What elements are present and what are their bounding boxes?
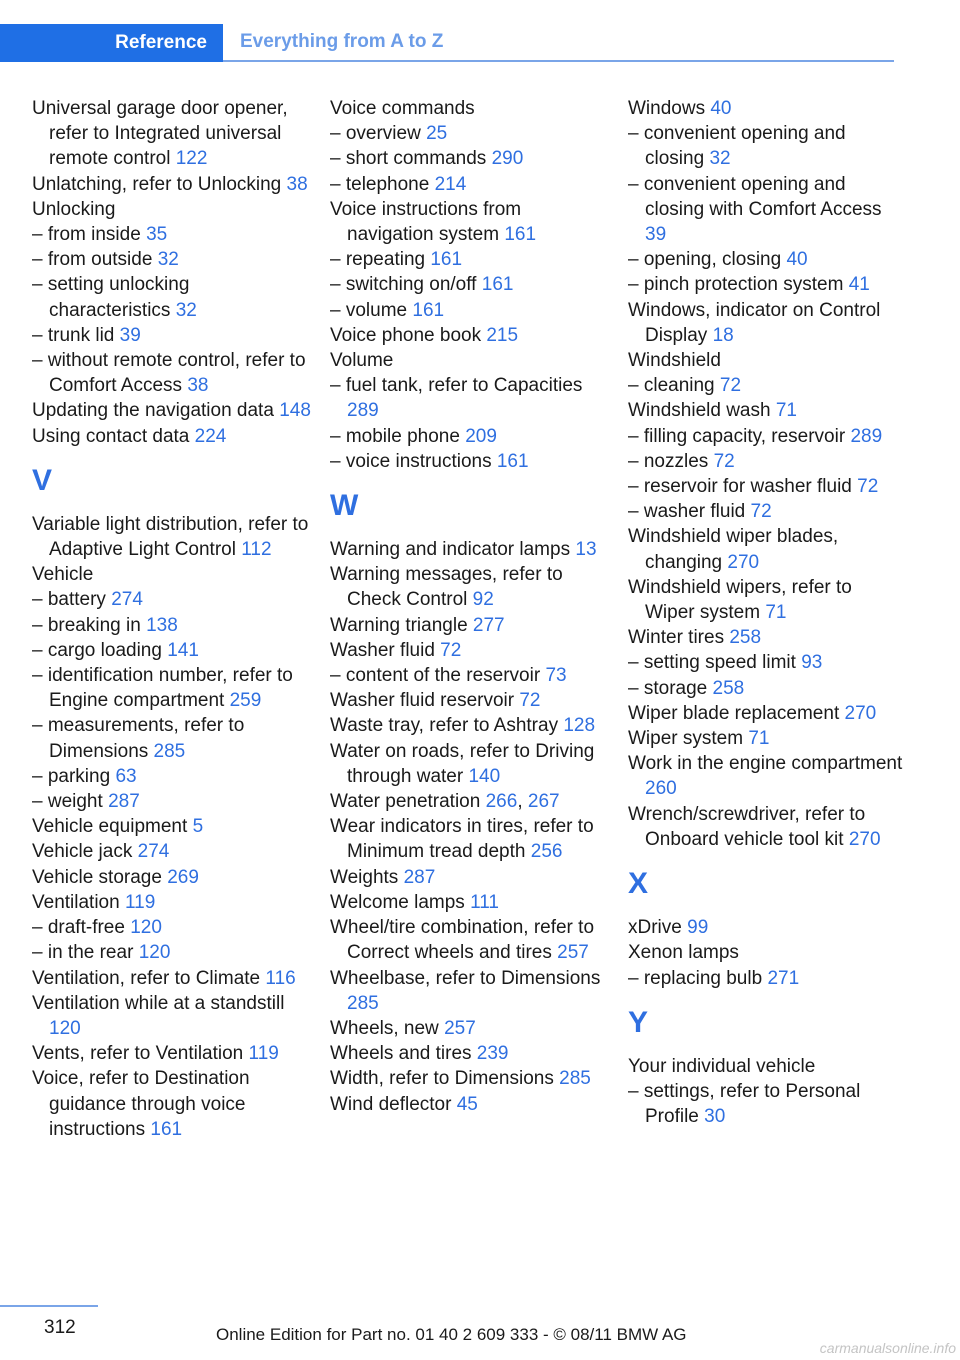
index-term: Vehicle equipment [32,816,188,838]
index-term: xDrive [628,917,682,939]
index-entry [330,121,610,146]
index-entry [330,247,610,272]
index-entry [330,713,610,738]
page-reference-link[interactable]: 266 [485,791,518,813]
page-reference-link[interactable]: 32 [175,299,197,321]
index-term: – measurements, refer to Dimensions [32,715,245,762]
page-reference-link[interactable]: 257 [557,942,589,964]
index-term: – telephone [330,173,430,195]
index-entry [330,197,610,247]
index-entry [32,398,312,423]
index-term: Wheel/tire combination, refer to Correct wheels and tires [330,917,595,964]
page-reference-link[interactable]: 32 [157,249,179,271]
index-entry [330,739,610,789]
index-entry [32,839,312,864]
page-reference-link[interactable]: 277 [472,614,505,636]
page-reference-link[interactable]: 285 [153,740,186,762]
page-reference-link[interactable]: 161 [504,224,537,246]
index-term: – in the rear [32,942,134,964]
page-reference-link[interactable]: 138 [146,614,178,636]
index-term: – voice instructions [330,450,492,472]
page-reference-link[interactable]: 120 [130,917,162,939]
index-entry [330,1092,610,1117]
index-entry [628,726,903,751]
page-reference-link[interactable]: 92 [472,589,494,611]
index-term: Work in the engine compartment [628,753,903,775]
index-entry [32,587,312,612]
index-term: – settings, refer to Personal Profile [628,1080,861,1128]
index-term: Wheels and tires [330,1043,472,1065]
page-reference-link[interactable]: 224 [194,425,227,447]
index-column-3 [628,96,903,1129]
page-reference-link[interactable]: 161 [481,274,514,296]
page-reference-link[interactable]: 39 [119,324,141,346]
index-term: Wear indicators in tires, refer to Minimum tread depth [330,816,594,863]
index-entry [32,613,312,638]
index-term: – switching on/off [330,274,477,296]
index-entry [32,272,312,322]
index-term: – pinch protection system [628,274,844,296]
page-reference-link[interactable]: 140 [468,765,501,787]
index-term: – overview [330,123,421,145]
index-entry [628,449,903,474]
index-entry [628,966,903,991]
page-reference-link[interactable]: 239 [476,1043,509,1065]
page-reference-link[interactable]: 267 [527,791,560,813]
index-entry [330,96,610,121]
index-entry [330,562,610,612]
page-reference-link[interactable]: 40 [786,249,808,271]
index-term: – opening, closing [628,249,782,271]
page-reference-link[interactable]: 141 [167,639,199,661]
index-entry [628,625,903,650]
index-entry [330,688,610,713]
page-reference-link[interactable]: 270 [727,551,760,573]
footer-rule [0,1305,98,1307]
index-term: Volume [330,350,394,372]
page-reference-link[interactable]: 63 [115,765,137,787]
index-letter-heading: X [628,867,649,901]
index-term: Ventilation [32,891,120,913]
index-term: – from outside [32,249,153,271]
page-reference-link[interactable]: 73 [545,665,567,687]
page-reference-link[interactable]: 258 [729,627,762,649]
index-term: – volume [330,299,408,321]
page-reference-link[interactable]: 13 [575,539,597,561]
index-term: – repeating [330,249,426,271]
index-term: Windshield wash [628,400,771,422]
page-reference-link[interactable]: 71 [748,728,770,750]
index-entry [330,323,610,348]
index-term: Unlocking [32,198,116,220]
page-reference-link[interactable]: 122 [175,148,208,170]
index-term: Welcome lamps [330,891,465,913]
page-reference-link[interactable]: 258 [712,677,745,699]
index-term: Your individual vehicle [628,1055,816,1077]
index-term: Updating the navigation data [32,400,274,422]
index-entry [330,966,610,1016]
index-letter-heading: V [32,463,53,497]
index-entry [32,1041,312,1066]
index-entry [628,96,903,121]
page-reference-link[interactable]: 72 [713,450,735,472]
index-term: – mobile phone [330,425,460,447]
index-entry [330,1016,610,1041]
index-term: – cargo loading [32,639,162,661]
index-entry [628,1079,903,1129]
page-reference-link[interactable]: 256 [530,841,563,863]
index-entry [330,537,610,562]
page-reference-link[interactable]: 38 [187,375,209,397]
index-term: – draft-free [32,917,125,939]
index-letter-heading: W [330,489,359,523]
page-reference-link[interactable]: 71 [775,400,797,422]
page-reference-link[interactable]: 215 [486,324,519,346]
index-entry [32,172,312,197]
index-entry [628,701,903,726]
index-term: Wind deflector [330,1093,452,1115]
index-term: – replacing bulb [628,967,763,989]
index-term: Xenon lamps [628,942,739,964]
page-reference-link[interactable]: 290 [491,148,524,170]
index-entry [628,499,903,524]
index-entry [628,121,903,171]
page-reference-link[interactable]: 39 [645,224,667,246]
index-term: Wrench/screwdriver, refer to Onboard vehicle tool kit [628,803,866,850]
index-term: Weights [330,866,399,888]
index-term: Ventilation, refer to Climate [32,967,261,989]
header-title: Everything from A to Z [240,31,444,52]
index-entry [628,348,903,373]
index-term: Warning triangle [330,614,468,636]
index-entry [628,676,903,701]
index-term: Windshield wiper blades, changing [628,526,839,573]
page-reference-link[interactable]: 32 [709,148,731,170]
index-term: Ventilation while at a standstill [32,992,285,1014]
page-reference-link[interactable]: 257 [444,1017,476,1039]
page-reference-link[interactable]: 274 [137,841,170,863]
index-entry [628,373,903,398]
index-term: Winter tires [628,627,725,649]
index-term: Windshield [628,350,721,372]
index-entry [330,272,610,297]
index-entry [32,348,312,398]
index-term: – weight [32,791,103,813]
page-reference-link[interactable]: 128 [563,715,596,737]
index-term: – from inside [32,224,141,246]
page-reference-link[interactable]: 274 [111,589,143,611]
page-reference-link[interactable]: 161 [412,299,445,321]
index-term: – fuel tank, refer to Capacities [330,375,583,397]
index-entry [330,348,610,373]
index-entry [628,298,903,348]
index-entry [628,802,903,852]
index-entry [32,197,312,222]
index-entry [628,398,903,423]
page-reference-link[interactable]: 38 [286,173,308,195]
index-term: Washer fluid [330,639,435,661]
index-entry [32,663,312,713]
index-term: Water penetration [330,791,481,813]
page-reference-link[interactable]: 71 [765,602,787,624]
index-entry [32,247,312,272]
watermark: carmanualsonline.info [819,1340,956,1356]
index-term: Wheels, new [330,1017,439,1039]
page-reference-link[interactable]: 72 [519,690,541,712]
index-entry [32,865,312,890]
page-reference-link[interactable]: 287 [108,791,140,813]
index-entry [628,474,903,499]
index-entry [32,764,312,789]
page-reference-link[interactable]: 260 [645,778,677,800]
page-reference-link[interactable]: 72 [440,639,462,661]
index-entry [330,613,610,638]
page-reference-link[interactable]: 148 [279,400,311,422]
index-term: – washer fluid [628,501,746,523]
header-rule [223,60,894,62]
index-column-2 [330,96,610,1117]
index-entry [628,524,903,574]
index-entry [628,247,903,272]
index-entry [628,650,903,675]
index-term: – reservoir for washer fluid [628,476,852,498]
page-reference-link[interactable]: 271 [767,967,800,989]
index-term: – nozzles [628,450,709,472]
page-reference-link[interactable]: 214 [434,173,467,195]
index-entry [330,814,610,864]
index-entry [32,789,312,814]
index-term: Water on roads, refer to Driving through water [330,740,595,787]
index-entry [32,1066,312,1142]
page-reference-link[interactable]: 93 [801,652,823,674]
index-term: – trunk lid [32,324,115,346]
page-reference-link[interactable]: 40 [710,98,732,119]
index-entry [330,890,610,915]
index-entry [32,890,312,915]
index-term: Voice instructions from navigation system [330,198,522,246]
page-reference-link[interactable]: 161 [150,1118,183,1140]
page-reference-link[interactable]: 120 [138,942,171,964]
page-header [0,24,894,62]
index-term: Windows, indicator on Control Display [628,299,881,346]
index-term: – without remote control, refer to Comfort Access [32,350,306,397]
index-entry [330,638,610,663]
index-term: Washer fluid reservoir [330,690,515,712]
index-term: – breaking in [32,614,141,636]
index-entry [628,940,903,965]
page-reference-link[interactable]: 112 [241,539,272,561]
index-entry [330,146,610,171]
index-term: – short commands [330,148,487,170]
page-reference-link[interactable]: 72 [857,476,879,498]
index-term: Voice commands [330,98,475,119]
page-reference-link[interactable]: 287 [403,866,436,888]
index-term: Waste tray, refer to Ashtray [330,715,559,737]
index-term: – content of the reservoir [330,665,541,687]
index-letter-heading: Y [628,1005,649,1039]
index-term: – setting unlocking characteristics [32,274,190,321]
index-entry [32,966,312,991]
index-entry [32,713,312,763]
index-entry [32,96,312,172]
index-entry [628,915,903,940]
page-reference-link[interactable]: 269 [167,866,199,888]
index-term: Universal garage door opener, refer to Integrated universal remote control [32,98,288,170]
index-entry [628,172,903,248]
index-entry [330,1066,610,1091]
index-term: Vehicle [32,564,94,586]
page-reference-link[interactable]: 289 [850,425,883,447]
index-term: Width, refer to Dimensions [330,1068,554,1090]
index-term: Wiper system [628,728,744,750]
index-entry [628,1054,903,1079]
section-tab: Reference [0,24,223,62]
index-term: Wheelbase, refer to Dimensions [330,967,601,989]
index-term: Vents, refer to Ventilation [32,1043,244,1065]
page-reference-link[interactable]: 209 [465,425,497,447]
page-reference-link[interactable]: 119 [124,891,156,913]
index-entry [628,424,903,449]
index-entry [32,991,312,1041]
page-reference-link[interactable]: 120 [49,1017,81,1039]
index-entry [330,1041,610,1066]
page-reference-link[interactable]: 30 [704,1106,726,1128]
index-entry [330,424,610,449]
index-column-1 [32,96,312,1142]
index-entry [32,915,312,940]
index-term: Voice phone book [330,324,482,346]
page-reference-link[interactable]: 119 [248,1043,279,1065]
index-entry [32,512,312,562]
page-reference-link[interactable]: 72 [750,501,772,523]
index-entry [32,323,312,348]
page-number: 312 [44,1317,76,1338]
page-reference-link[interactable]: 161 [430,249,463,271]
index-term: – identification number, refer to Engine compartment [32,665,293,712]
index-term: Variable light distribution, refer to Adaptive Light Control [32,513,309,561]
index-term: – cleaning [628,375,715,397]
index-entry [32,424,312,449]
index-entry [330,298,610,323]
index-term: – parking [32,765,111,787]
index-entry [330,449,610,474]
page-reference-link[interactable]: 72 [719,375,742,397]
page-reference-link[interactable]: 285 [347,992,379,1014]
index-term: Voice, refer to Destination guidance through voice instructions [32,1068,250,1140]
index-term: Wiper blade replacement [628,702,840,724]
page-reference-link[interactable]: 45 [456,1093,478,1115]
index-entry [330,172,610,197]
index-term: – convenient opening and closing with Comfort Access [628,173,882,220]
index-entry [32,940,312,965]
index-entry [628,575,903,625]
index-term: Unlatching, refer to Unlocking [32,173,282,195]
index-entry: Water penetration 266, 267 [330,791,560,813]
page-reference-link[interactable]: 161 [496,450,529,472]
page-reference-link[interactable]: 289 [347,400,379,422]
index-term: – setting speed limit [628,652,796,674]
index-term: Windshield wipers, refer to Wiper system [628,576,852,624]
index-term: Using contact data [32,425,190,447]
edition-note: Online Edition for Part no. 01 40 2 609 333 - © 08/11 BMW AG [216,1325,687,1344]
index-entry [628,751,903,801]
index-entry [32,222,312,247]
page-reference-link[interactable]: 35 [146,224,168,246]
index-term: – storage [628,677,708,699]
page-reference-link[interactable]: 116 [265,967,296,989]
page-reference-link[interactable]: 111 [470,891,499,913]
page-reference-link[interactable]: 259 [229,690,262,712]
index-term: – battery [32,589,106,611]
index-entry [330,373,610,423]
index-entry [330,663,610,688]
index-term: – convenient opening and closing [628,123,846,170]
index-term: Warning and indicator lamps [330,539,571,561]
index-term: Windows [628,98,706,119]
page-reference-link[interactable]: 285 [559,1068,591,1090]
index-entry [32,638,312,663]
index-term: Vehicle storage [32,866,162,888]
index-entry [628,272,903,297]
page-reference-link[interactable]: 270 [844,702,877,724]
page-reference-link[interactable]: 270 [848,828,881,850]
index-term: Warning messages, refer to Check Control [330,564,563,611]
index-term: Vehicle jack [32,841,133,863]
page-reference-link[interactable]: 25 [426,123,448,145]
page-reference-link[interactable]: 41 [848,274,870,296]
index-entry [330,915,610,965]
index-entry [330,865,610,890]
page-reference-link[interactable]: 99 [687,917,709,939]
index-entry [32,562,312,587]
index-entry [32,814,312,839]
index-term: – filling capacity, reservoir [628,425,846,447]
page-reference-link[interactable]: 5 [192,816,204,838]
page-reference-link[interactable]: 18 [712,324,734,346]
